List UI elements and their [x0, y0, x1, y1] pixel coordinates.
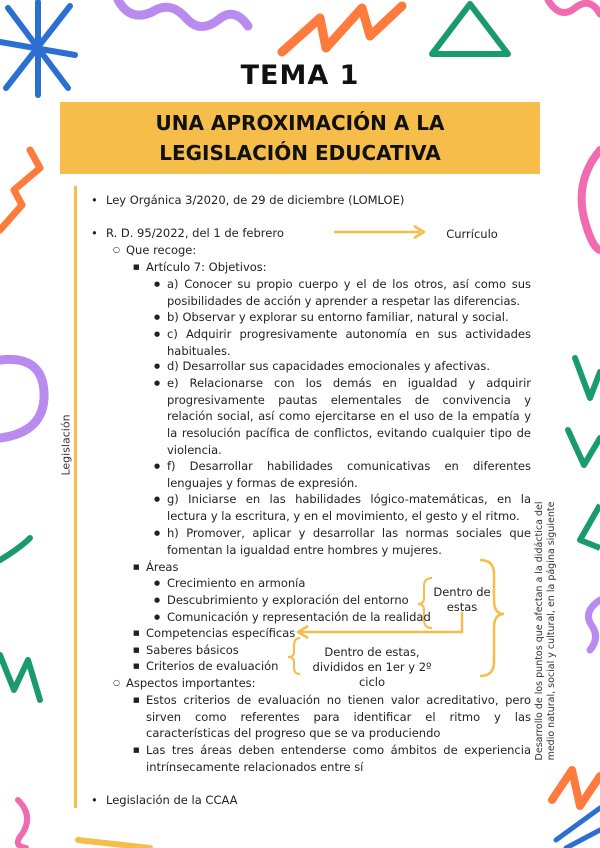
left-green-zigzag-shape — [0, 655, 40, 700]
vertical-bar — [74, 186, 77, 808]
bottom-yellow-line-shape — [78, 840, 150, 848]
right-purple-squiggle-shape — [588, 600, 600, 650]
left-green-curve-shape — [0, 538, 30, 560]
area-item: ● Descubrimiento y exploración del entorno — [167, 592, 409, 609]
list-item-lomloe: • Ley Orgánica 3/2020, de 29 de diciembre (LOMLOE) — [106, 192, 404, 209]
list-item-rd: • R. D. 95/2022, del 1 de febrero — [106, 225, 284, 242]
note-dentro-estas-ciclos: Dentro de estas, divididos en 1er y 2º ciclo — [312, 645, 432, 689]
objetivo-f: ● f) Desarrollar habilidades comunicativas en diferentes lenguajes y formas de expresión. — [167, 458, 531, 491]
arrow-to-curriculo — [334, 226, 424, 238]
note-dentro-estas: Dentro de estas — [433, 585, 491, 614]
note-curriculo: Currículo — [446, 227, 498, 241]
objetivo-g: ● g) Iniciarse en las habilidades lógico-matemáticas, en la lectura y la escritura, y en el movimiento, el gesto y el ritmo. — [167, 491, 531, 524]
list-item-aspectos: ○ Aspectos importantes: — [126, 675, 256, 692]
banner-line-1: UNA APROXIMACIÓN A LA — [155, 111, 445, 135]
note-vertical: Desarrollo de los puntos que afectan a la didáctica del medio natural, social y cultural, en la página siguiente — [534, 501, 557, 761]
list-item-articulo: ■ Artículo 7: Objetivos: — [146, 259, 267, 276]
objetivo-c: ● c) Adquirir progresivamente autonomía en sus actividades habituales. — [167, 326, 531, 359]
aspecto-item: ■ Estos criterios de evaluación no tienen valor acreditativo, pero sirven como referentes para identificar el ritmo y las características del progreso que se va produciendo — [146, 692, 531, 742]
objetivo-h: ● h) Promover, aplicar y desarrollar las normas sociales que fomentan la igualdad entre hombres y mujeres. — [167, 525, 531, 558]
objetivo-b: ● b) Observar y explorar su entorno familiar, natural y social. — [167, 309, 531, 326]
purple-wave-shape — [118, 0, 248, 27]
orange-zigzag-shape — [282, 6, 402, 52]
pink-squiggle-shape — [548, 0, 600, 14]
list-item-ccaa: • Legislación de la CCAA — [106, 792, 238, 809]
page-title: TEMA 1 — [240, 60, 360, 91]
bottom-blue-star-shape — [556, 808, 600, 848]
side-label: Legislación — [59, 414, 73, 476]
left-purple-loop-shape — [0, 359, 44, 438]
green-triangle-shape — [432, 4, 508, 54]
right-pink-arc-shape — [582, 150, 600, 250]
right-green-zigzag-shape — [575, 358, 600, 398]
criterios-brace — [288, 638, 300, 674]
list-item-areas: ■ Áreas — [146, 559, 178, 576]
list-item-competencias: ■ Competencias específicas — [146, 625, 295, 642]
right-orange-zigzag-shape — [552, 770, 600, 806]
list-item-saberes: ■ Saberes básicos — [146, 642, 239, 659]
area-item: ● Crecimiento en armonía — [167, 575, 305, 592]
title-banner — [60, 102, 540, 174]
list-item-criterios: ■ Criterios de evaluación — [146, 658, 278, 675]
objetivo-a: ● a) Conocer su propio cuerpo y el de los otros, así como sus posibilidades de acción y aprender a respetar las diferencias. — [167, 276, 531, 309]
right-green-triangle-shape — [580, 505, 600, 548]
objetivo-e: ● e) Relacionarse con los demás en igualdad y adquirir progresivamente pautas elementales de convivencia y relación social, así como ejercitarse en el uso de la empatía y la resolución pacífica de conflictos, evitando cualquier tipo de violencia. — [167, 375, 531, 459]
list-item-que-recoge: ○ Que recoge: — [126, 242, 196, 259]
big-brace — [480, 560, 504, 676]
right-green-zigzag2-shape — [568, 430, 600, 465]
objetivo-d: ● d) Desarrollar sus capacidades emocionales y afectivas. — [167, 358, 531, 375]
left-pink-curve-shape — [18, 800, 27, 848]
aspecto-item: ■ Las tres áreas deben entenderse como ámbitos de experiencia intrínsecamente relacionados entre sí — [146, 742, 531, 775]
banner-line-2: LEGISLACIÓN EDUCATIVA — [159, 141, 441, 165]
area-item: ● Comunicación y representación de la realidad — [167, 609, 431, 626]
left-orange-zigzag-shape — [0, 150, 40, 230]
